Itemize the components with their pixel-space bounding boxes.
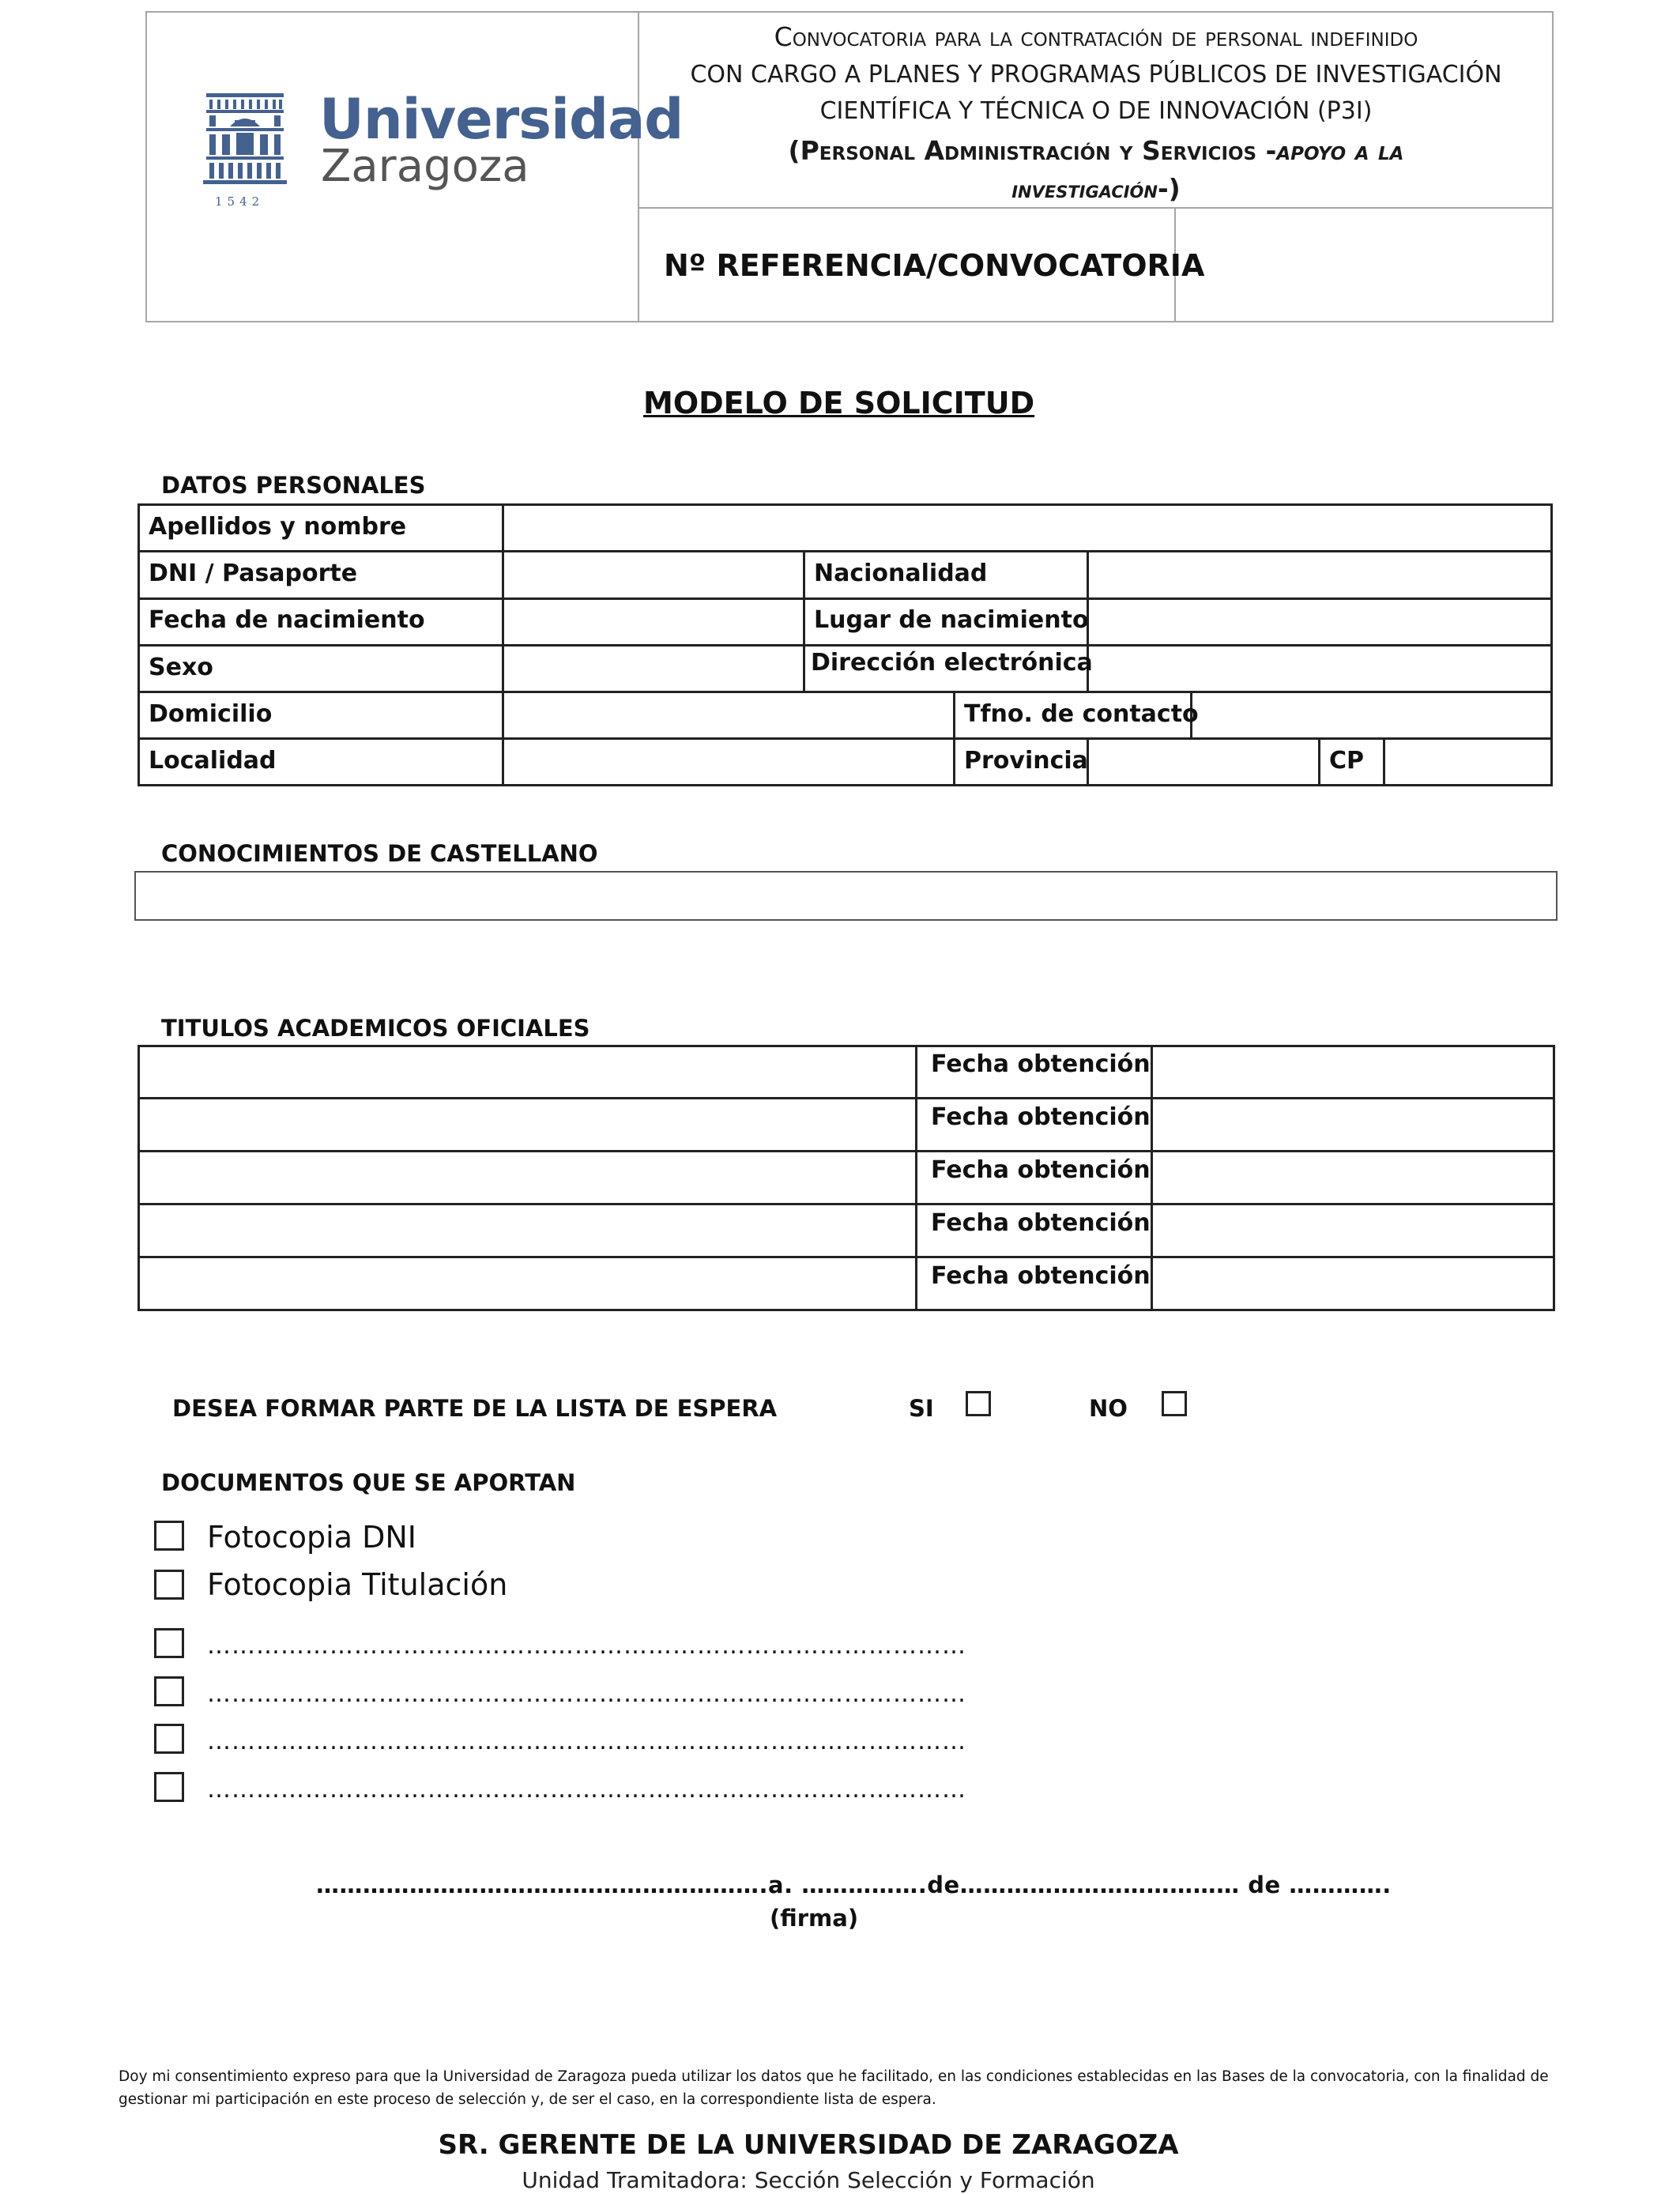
document-checkbox[interactable] bbox=[154, 1628, 184, 1658]
document-blank-line[interactable]: ………………………………………………………………………………… bbox=[207, 1728, 966, 1755]
fecha-nacimiento-field[interactable] bbox=[506, 601, 801, 643]
telefono-label: Tfno. de contacto bbox=[964, 700, 1199, 728]
fecha-obtencion-field[interactable] bbox=[1155, 1259, 1550, 1306]
personal-col-line bbox=[1383, 737, 1385, 786]
lugar-nacimiento-field[interactable] bbox=[1090, 601, 1549, 643]
nacionalidad-field[interactable] bbox=[1090, 553, 1549, 596]
personal-row-line bbox=[137, 691, 1553, 693]
titulos-col-line bbox=[915, 1045, 917, 1311]
apellidos-label: Apellidos y nombre bbox=[149, 513, 407, 541]
document-blank-line[interactable]: ………………………………………………………………………………… bbox=[207, 1776, 966, 1804]
titulos-row-line bbox=[137, 1097, 1555, 1099]
lista-espera-si-label: SI bbox=[909, 1395, 934, 1422]
header-title-line2: CON CARGO A PLANES Y PROGRAMAS PÚBLICOS DE INVESTIGACIÓN bbox=[690, 61, 1502, 89]
document-checkbox[interactable] bbox=[154, 1570, 184, 1600]
fecha-nacimiento-label: Fecha de nacimiento bbox=[149, 606, 425, 634]
email-field[interactable] bbox=[1090, 647, 1549, 690]
cp-label: CP bbox=[1329, 747, 1365, 775]
header-title-line5-italic: investigación bbox=[1011, 176, 1158, 204]
fecha-obtencion-label: Fecha obtención bbox=[931, 1262, 1151, 1290]
titulo-field[interactable] bbox=[142, 1100, 913, 1148]
document-blank-line[interactable]: ………………………………………………………………………………… bbox=[207, 1632, 966, 1660]
document-checkbox[interactable] bbox=[154, 1724, 184, 1754]
titulos-row-line bbox=[137, 1045, 1555, 1047]
titulos-col-line bbox=[1151, 1045, 1153, 1311]
domicilio-label: Domicilio bbox=[149, 700, 273, 728]
fecha-obtencion-label: Fecha obtención bbox=[931, 1209, 1151, 1237]
document-label: Fotocopia DNI bbox=[207, 1520, 416, 1555]
titulos-row-line bbox=[137, 1256, 1555, 1258]
documentos-section-label: DOCUMENTOS QUE SE APORTAN bbox=[161, 1469, 576, 1496]
header-divider-logo bbox=[638, 11, 639, 322]
lista-espera-question: DESEA FORMAR PARTE DE LA LISTA DE ESPERA bbox=[172, 1395, 778, 1422]
header-title-line4-italic: apoyo a la bbox=[1276, 135, 1404, 166]
apellidos-field[interactable] bbox=[506, 507, 1549, 549]
footer-unit: Unidad Tramitadora: Sección Selección y Formación bbox=[522, 2167, 1095, 2193]
localidad-label: Localidad bbox=[149, 747, 277, 775]
titulo-field[interactable] bbox=[142, 1259, 913, 1306]
sexo-field[interactable] bbox=[506, 647, 801, 690]
header-border-left bbox=[145, 11, 147, 322]
personal-col-line bbox=[803, 550, 805, 691]
titulos-row-line bbox=[137, 1309, 1555, 1311]
header-title-line4-prefix: (Personal Administración y Servicios - bbox=[788, 135, 1277, 166]
castellano-field[interactable] bbox=[134, 871, 1558, 921]
logo-city-word: Zaragoza bbox=[321, 141, 529, 192]
reference-field[interactable] bbox=[1177, 210, 1550, 319]
header-title-line4 bbox=[638, 135, 1554, 166]
personal-row-line bbox=[137, 737, 1553, 740]
header-border-right bbox=[1552, 11, 1554, 322]
provincia-field[interactable] bbox=[1090, 741, 1317, 783]
fecha-obtencion-label: Fecha obtención bbox=[931, 1050, 1151, 1078]
reference-label: Nº REFERENCIA/CONVOCATORIA bbox=[664, 248, 1205, 283]
header-border-top bbox=[145, 11, 1554, 13]
personal-row-line bbox=[137, 503, 1553, 506]
document-label: Fotocopia Titulación bbox=[207, 1567, 508, 1602]
lista-espera-si-checkbox[interactable] bbox=[966, 1391, 991, 1416]
header-title-line1: Convocatoria para la contratación de personal indefinido bbox=[774, 21, 1418, 52]
localidad-field[interactable] bbox=[506, 741, 951, 783]
footer-recipient: SR. GERENTE DE LA UNIVERSIDAD DE ZARAGOZA bbox=[438, 2129, 1179, 2161]
fecha-obtencion-field[interactable] bbox=[1155, 1153, 1550, 1201]
fecha-obtencion-field[interactable] bbox=[1155, 1206, 1550, 1253]
nacionalidad-label: Nacionalidad bbox=[814, 560, 988, 587]
titulo-field[interactable] bbox=[142, 1206, 913, 1253]
personal-row-line bbox=[137, 550, 1553, 552]
document-checkbox[interactable] bbox=[154, 1772, 184, 1802]
dni-field[interactable] bbox=[506, 553, 801, 596]
personal-col-line bbox=[1550, 503, 1553, 786]
personal-row-line bbox=[137, 644, 1553, 647]
document-blank-line[interactable]: ………………………………………………………………………………… bbox=[207, 1680, 966, 1708]
fecha-obtencion-field[interactable] bbox=[1155, 1100, 1550, 1148]
lista-espera-no-checkbox[interactable] bbox=[1162, 1391, 1187, 1416]
dni-label: DNI / Pasaporte bbox=[149, 560, 358, 587]
header-border-bottom bbox=[145, 321, 1554, 322]
telefono-field[interactable] bbox=[1194, 694, 1549, 737]
personal-row-line bbox=[137, 784, 1553, 786]
consent-text-line1: Doy mi consentimiento expreso para que la Universidad de Zaragoza pueda utilizar los datos que he facilitado, en las condiciones establecidas en las Bases de la convocatoria, con la finalidad de bbox=[119, 2068, 1549, 2085]
titulo-field[interactable] bbox=[142, 1048, 913, 1095]
document-checkbox[interactable] bbox=[154, 1521, 184, 1551]
personal-col-line bbox=[1318, 737, 1320, 786]
provincia-label: Provincia bbox=[964, 747, 1088, 775]
fecha-obtencion-field[interactable] bbox=[1155, 1048, 1550, 1095]
header-title-line5 bbox=[638, 175, 1554, 202]
fecha-obtencion-label: Fecha obtención bbox=[931, 1156, 1151, 1184]
header-title-line5-suffix: -) bbox=[1157, 173, 1181, 204]
header-divider-title bbox=[638, 207, 1554, 209]
cp-field[interactable] bbox=[1387, 741, 1549, 783]
document-checkbox[interactable] bbox=[154, 1676, 184, 1706]
email-label: Dirección electrónica bbox=[811, 649, 1093, 677]
titulos-section-label: TITULOS ACADEMICOS OFICIALES bbox=[161, 1015, 590, 1042]
sexo-label: Sexo bbox=[149, 654, 213, 681]
signature-firma-label: (firma) bbox=[770, 1905, 859, 1932]
domicilio-field[interactable] bbox=[506, 694, 951, 737]
personal-col-line bbox=[953, 691, 955, 786]
logo-university-word: Universidad bbox=[319, 87, 684, 152]
fecha-obtencion-label: Fecha obtención bbox=[931, 1103, 1151, 1131]
personal-col-line bbox=[137, 503, 140, 786]
logo-year: 1542 bbox=[215, 194, 265, 209]
lugar-nacimiento-label: Lugar de nacimiento bbox=[814, 606, 1089, 634]
castellano-section-label: CONOCIMIENTOS DE CASTELLANO bbox=[161, 840, 598, 867]
titulos-row-line bbox=[137, 1150, 1555, 1152]
personal-col-line bbox=[502, 503, 504, 786]
personal-row-line bbox=[137, 598, 1553, 600]
titulos-row-line bbox=[137, 1203, 1555, 1205]
titulo-field[interactable] bbox=[142, 1153, 913, 1201]
personal-section-label: DATOS PERSONALES bbox=[161, 472, 426, 499]
form-title: MODELO DE SOLICITUD bbox=[643, 386, 1035, 420]
lista-espera-no-label: NO bbox=[1089, 1395, 1128, 1422]
signature-place-date-line[interactable]: ………………………………………………….a. …………….de……………………………… de …………. bbox=[316, 1872, 1392, 1898]
consent-text-line2: gestionar mi participación en este proceso de selección y, de ser el caso, en la correspondiente lista de espera. bbox=[119, 2091, 936, 2108]
titulos-col-line bbox=[1553, 1045, 1555, 1311]
header-title-line3: CIENTÍFICA Y TÉCNICA O DE INNOVACIÓN (P3I) bbox=[819, 97, 1373, 125]
titulos-col-line bbox=[137, 1045, 140, 1311]
